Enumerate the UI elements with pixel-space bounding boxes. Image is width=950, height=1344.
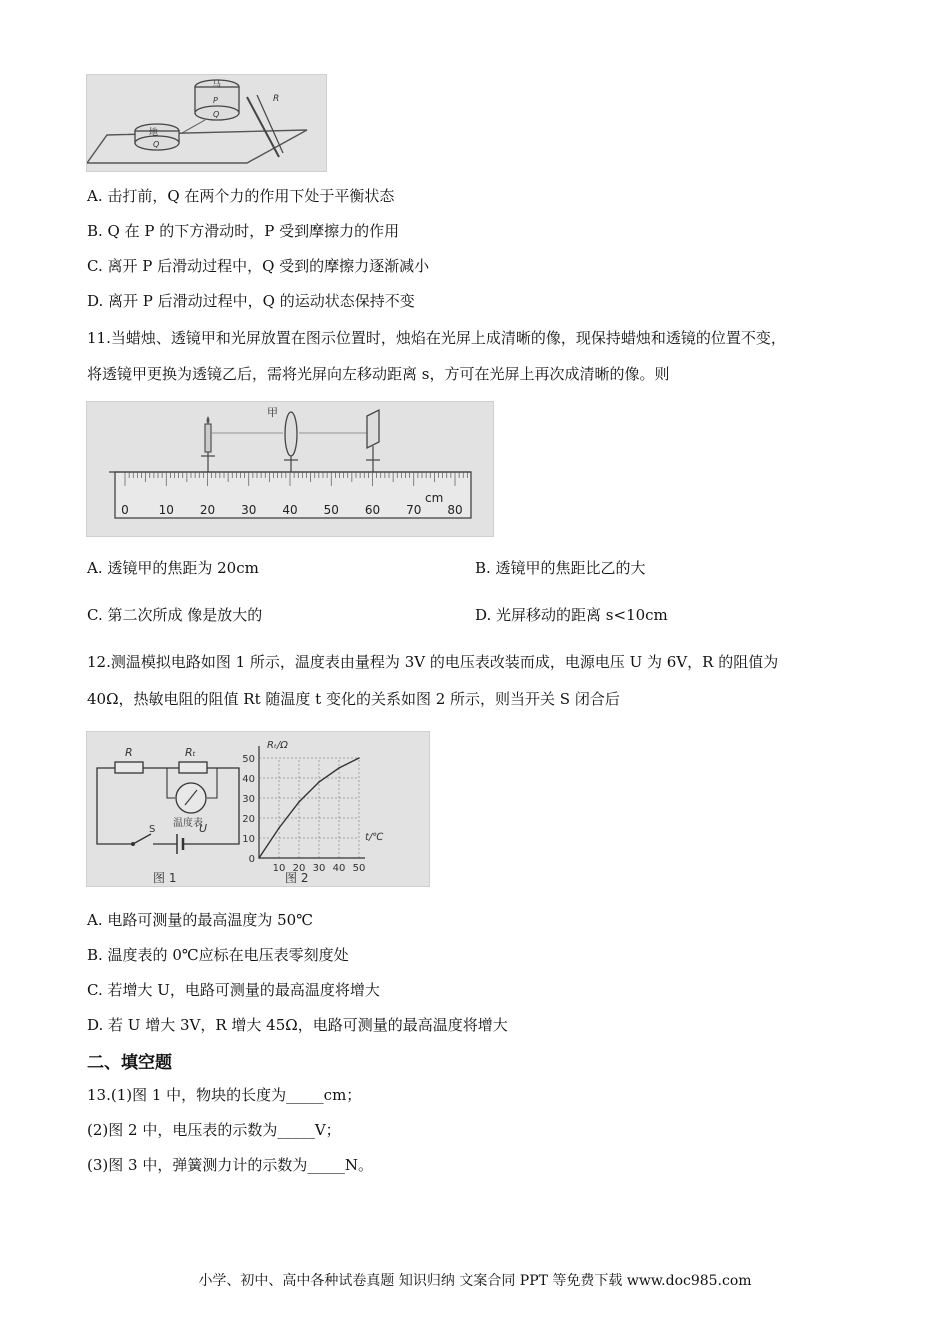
graph-x-tick-label: 50 [352, 863, 366, 874]
candle-flame [207, 416, 210, 424]
rt-curve [259, 758, 359, 858]
q11-option-a: A. 透镜甲的焦距为 20cm [87, 559, 259, 577]
graph-x-tick-label: 20 [292, 863, 306, 874]
resistor-r [115, 762, 143, 773]
bench-tick-label: 40 [282, 503, 298, 517]
figure1-caption: 图 1 [153, 871, 177, 885]
q13-line3: (3)图 3 中，弹簧测力计的示数为_____N。 [87, 1156, 373, 1174]
lens-label: 甲 [267, 406, 278, 419]
switch-s [133, 834, 151, 844]
circuit-label-meter: 温度表 [173, 818, 203, 829]
circuit-diagram [97, 746, 239, 885]
rt-graph [242, 740, 383, 885]
q12-figure-drawing [87, 732, 429, 886]
q10-label-r: R [273, 94, 280, 104]
q13-line2: (2)图 2 中，电压表的示数为_____V； [87, 1121, 341, 1139]
q11-option-b: B. 透镜甲的焦距比乙的大 [475, 559, 646, 577]
q12-figure [86, 731, 430, 887]
graph-x-tick-label: 30 [312, 863, 326, 874]
bench-tick-label: 80 [447, 503, 463, 517]
light-screen [367, 410, 379, 448]
q10-option-d: D. 离开 P 后滑动过程中，Q 的运动状态保持不变 [87, 292, 415, 310]
q12-option-d: D. 若 U 增大 3V，R 增大 45Ω，电路可测量的最高温度将增大 [87, 1016, 508, 1034]
graph-y-tick-label: 20 [242, 814, 255, 825]
q12-option-b: B. 温度表的 0℃应标在电压表零刻度处 [87, 946, 349, 964]
q10-label-ground: 地 [149, 128, 159, 138]
q10-label-p: P [213, 96, 218, 105]
q12-option-a: A. 电路可测量的最高温度为 50℃ [87, 911, 314, 929]
resistor-rt [179, 762, 207, 773]
q12-stem-line2: 40Ω，热敏电阻的阻值 Rt 随温度 t 变化的关系如图 2 所示，则当开关 S 闭合后 [87, 690, 620, 708]
q10-figure [86, 74, 327, 172]
circuit-label-rt: Rₜ [185, 746, 196, 759]
q10-option-b: B. Q 在 P 的下方滑动时，P 受到摩擦力的作用 [87, 222, 400, 240]
candle [205, 424, 211, 452]
bench-tick-label: 50 [323, 503, 339, 517]
figure2-caption: 图 2 [285, 871, 309, 885]
q11-option-c: C. 第二次所成 像是放大的 [87, 606, 263, 624]
graph-xlabel: t/℃ [365, 832, 384, 843]
graph-x-tick-label: 10 [272, 863, 286, 874]
q12-stem-line1: 12.测温模拟电路如图 1 所示，温度表由量程为 3V 的电压表改装而成，电源电压 U 为 6V，R 的阻值为 [87, 653, 779, 671]
lens-jia [285, 412, 297, 456]
bench-unit: cm [425, 491, 444, 505]
bench-tick-label: 60 [364, 503, 381, 517]
page-footer: 小学、初中、高中各种试卷真题 知识归纳 文案合同 PPT 等免费下载 www.doc985.com [198, 1273, 752, 1289]
q11-option-d: D. 光屏移动的距离 s<10cm [475, 606, 668, 624]
graph-y-tick-label: 50 [242, 754, 255, 765]
bench-tick-label: 30 [241, 503, 257, 517]
circuit-label-u: U [199, 822, 208, 835]
q11-stem-line2: 将透镜甲更换为透镜乙后，需将光屏向左移动距离 s，方可在光屏上再次成清晰的像。则 [87, 365, 670, 383]
bench-tick-label: 0 [121, 503, 129, 517]
graph-x-tick-label: 40 [332, 863, 346, 874]
q10-option-c: C. 离开 P 后滑动过程中，Q 受到的摩擦力逐渐减小 [87, 257, 430, 275]
graph-y-tick-label: 10 [242, 834, 255, 845]
section-title-fill-in: 二、填空题 [87, 1053, 172, 1073]
q10-label-q: Q [213, 110, 220, 119]
q11-bench-drawing [87, 402, 493, 536]
q10-option-a: A. 击打前，Q 在两个力的作用下处于平衡状态 [87, 187, 395, 205]
graph-y-tick-label: 40 [242, 774, 255, 785]
q13-line1: 13.(1)图 1 中，物块的长度为_____cm； [87, 1086, 362, 1104]
graph-ylabel: Rₜ/Ω [267, 740, 288, 751]
q12-option-c: C. 若增大 U，电路可测量的最高温度将增大 [87, 981, 380, 999]
graph-y-tick-label: 0 [248, 854, 255, 865]
q10-label-q2: Q [153, 140, 160, 149]
circuit-label-r: R [125, 746, 133, 759]
bench-tick-label: 10 [158, 503, 174, 517]
q10-figure-drawing [87, 75, 326, 171]
q10-label-top: 马 [212, 80, 222, 90]
q11-figure [86, 401, 494, 537]
q11-stem-line1: 11.当蜡烛、透镜甲和光屏放置在图示位置时，烛焰在光屏上成清晰的像，现保持蜡烛和透镜的位置不变， [87, 329, 786, 347]
graph-y-tick-label: 30 [242, 794, 255, 805]
circuit-label-s: S [149, 824, 156, 835]
bench-tick-label: 70 [406, 503, 422, 517]
bench-tick-label: 20 [199, 503, 216, 517]
